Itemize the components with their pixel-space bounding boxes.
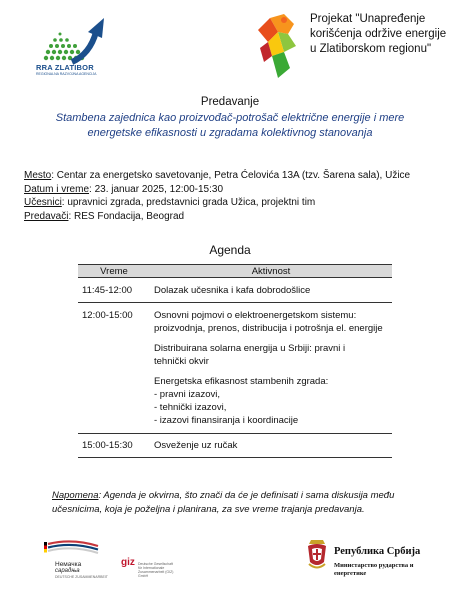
place-row: [24, 169, 444, 183]
agenda-line: - tehnički izazovi,: [154, 402, 227, 413]
agenda-time: 12:00-15:00: [78, 303, 150, 434]
datetime-value: : 23. januar 2025, 12:00-15:30: [89, 183, 224, 195]
rra-zlatibor-name: RRA ZLATIBOR: [36, 63, 94, 72]
datetime-label: Datum i vreme: [24, 183, 90, 195]
agenda-row: [78, 303, 392, 434]
agenda-time: 15:00-15:30: [78, 434, 150, 458]
datetime-row: [24, 183, 444, 197]
column-header-activity: Aktivnost: [150, 265, 392, 278]
lecturers-value: : RES Fondacija, Beograd: [68, 210, 185, 222]
agenda-line: tehnički okvir: [154, 356, 209, 367]
republic-of-serbia-text: Република Србија: [334, 546, 421, 557]
lecturers-label: Predavači: [24, 210, 69, 222]
agenda-row: [78, 434, 392, 458]
agenda-line: proizvodnja, prenos, distribucija i potrošnja el. energije: [154, 323, 383, 334]
agenda-activity: Osveženje uz ručak: [150, 434, 392, 458]
agenda-activity: Dolazak učesnika i kafa dobrodošlice: [154, 285, 311, 296]
germany-cooperation-text-3: DEUTSCHE ZUSAMMENARBEIT: [55, 575, 108, 579]
agenda-line: Osnovni pojmovi o elektroenergetskom sistemu:: [154, 310, 357, 321]
serbia-coat-of-arms-icon: [305, 538, 329, 572]
agenda-line: Distribuirana solarna energija u Srbiji: pravni i: [154, 343, 346, 354]
germany-cooperation-text: Немачка: [55, 561, 82, 568]
giz-logo: giz: [121, 557, 135, 568]
giz-subtitle: Deutsche Gesellschaft für Internationale Zusammenarbeit (GIZ) GmbH: [138, 562, 174, 578]
agenda-line: - izazovi finansiranja i koordinacije: [154, 415, 299, 426]
germany-cooperation-text-2: сарадња: [55, 568, 80, 574]
agenda-line: - pravni izazovi,: [154, 389, 220, 400]
project-title: Projekat "Unapređenje korišćenja održive energije u Zlatiborskom regionu": [310, 13, 447, 55]
ministry-name: Министарство рударства и енергетике: [334, 562, 414, 577]
agenda-table: [78, 264, 392, 458]
participants-label: Učesnici: [24, 197, 62, 208]
lecture-label: Predavanje: [200, 96, 260, 108]
lecturers-row: [24, 210, 444, 224]
agenda-title: Agenda: [209, 243, 251, 257]
note-label: Napomena: [52, 490, 99, 501]
place-label: Mesto: [24, 170, 52, 181]
agenda-row: [78, 278, 392, 303]
place-value: : Centar za energetsko savetovanje, Petra Ćelovića 13A (tzv. Šarena sala), Užice: [51, 170, 411, 181]
agenda-time: 11:45-12:00: [82, 285, 133, 296]
event-info: [24, 169, 444, 223]
participants-row: [24, 196, 444, 210]
lecture-title: Stambena zajednica kao proizvođač-potrošač električne energije i mere energetske efikasnosti u zgradama kolektivnog stanovanja: [55, 112, 405, 139]
rra-zlatibor-subtitle: REGIONALNA RAZVOJNA AGENCIJA: [36, 72, 97, 76]
agenda-activity: [150, 303, 392, 434]
note-text: : Agenda je okvirna, što znači da će je definisati i sama diskusija među učesnicima, koja je poželjna i planirana, za sve vreme trajanja predavanja.: [52, 490, 395, 515]
agenda-line: Energetska efikasnost stambenih zgrada:: [154, 376, 329, 387]
agenda-header-row: [78, 265, 392, 278]
project-map-logo: [250, 12, 302, 80]
column-header-time: Vreme: [78, 265, 150, 278]
participants-value: : upravnici zgrada, predstavnici grada Užica, projektni tim: [61, 197, 316, 208]
agenda-note: [52, 489, 422, 517]
